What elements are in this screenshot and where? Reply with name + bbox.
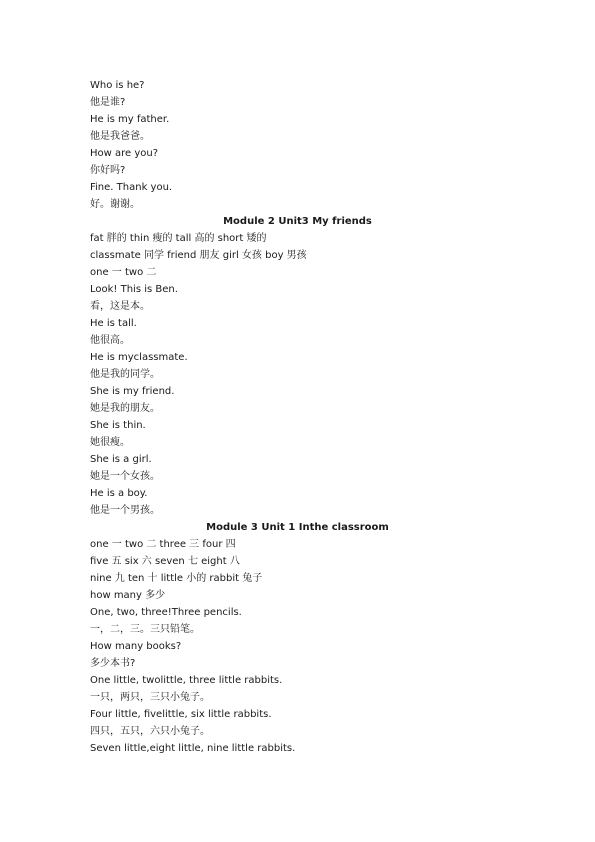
text-line: 一只，两只，三只小兔子。 bbox=[90, 692, 210, 703]
vocab-line: one 一 two 二 bbox=[90, 267, 157, 278]
text-line: 一，二，三。三只铅笔。 bbox=[90, 624, 200, 635]
vocab-line: fat 胖的 thin 瘦的 tall 高的 short 矮的 bbox=[90, 233, 267, 244]
text-line: She is thin. bbox=[90, 420, 146, 431]
text-line: He is myclassmate. bbox=[90, 352, 188, 363]
text-line: 好。谢谢。 bbox=[90, 199, 140, 210]
text-line: 他很高。 bbox=[90, 335, 130, 346]
text-line: 多少本书? bbox=[90, 658, 136, 669]
vocab-line: classmate 同学 friend 朋友 girl 女孩 boy 男孩 bbox=[90, 250, 307, 261]
text-line: He is a boy. bbox=[90, 488, 148, 499]
text-line: He is tall. bbox=[90, 318, 137, 329]
text-line: One, two, three!Three pencils. bbox=[90, 607, 242, 618]
text-line: Seven little,eight little, nine little rabbits. bbox=[90, 743, 296, 754]
text-line: 他是谁? bbox=[90, 97, 126, 108]
vocab-line: one 一 two 二 three 三 four 四 bbox=[90, 539, 236, 550]
section-dialogue bbox=[90, 77, 505, 213]
text-line: 他是一个男孩。 bbox=[90, 505, 160, 516]
text-line: One little, twolittle, three little rabbits. bbox=[90, 675, 283, 686]
text-line: How many books? bbox=[90, 641, 182, 652]
section-module2-unit3 bbox=[90, 213, 505, 519]
text-line: 他是我爸爸。 bbox=[90, 131, 150, 142]
document-page bbox=[90, 77, 505, 757]
text-line: Four little, fivelittle, six little rabbits. bbox=[90, 709, 272, 720]
text-line: 四只，五只，六只小兔子。 bbox=[90, 726, 210, 737]
text-line: 看，这是本。 bbox=[90, 301, 150, 312]
text-line: 她很瘦。 bbox=[90, 437, 130, 448]
vocab-line: how many 多少 bbox=[90, 590, 166, 601]
text-line: He is my father. bbox=[90, 114, 170, 125]
text-line: 她是我的朋友。 bbox=[90, 403, 160, 414]
section-heading: Module 2 Unit3 My friends bbox=[223, 216, 372, 227]
text-line: She is a girl. bbox=[90, 454, 152, 465]
section-heading: Module 3 Unit 1 Inthe classroom bbox=[206, 522, 389, 533]
text-line: 他是我的同学。 bbox=[90, 369, 160, 380]
text-line: 你好吗? bbox=[90, 165, 126, 176]
text-line: 她是一个女孩。 bbox=[90, 471, 160, 482]
text-line: Fine. Thank you. bbox=[90, 182, 173, 193]
vocab-line: five 五 six 六 seven 七 eight 八 bbox=[90, 556, 240, 567]
text-line: Look! This is Ben. bbox=[90, 284, 178, 295]
text-line: Who is he? bbox=[90, 80, 145, 91]
text-line: She is my friend. bbox=[90, 386, 175, 397]
vocab-line: nine 九 ten 十 little 小的 rabbit 兔子 bbox=[90, 573, 263, 584]
section-module3-unit1 bbox=[90, 519, 505, 757]
text-line: How are you? bbox=[90, 148, 159, 159]
